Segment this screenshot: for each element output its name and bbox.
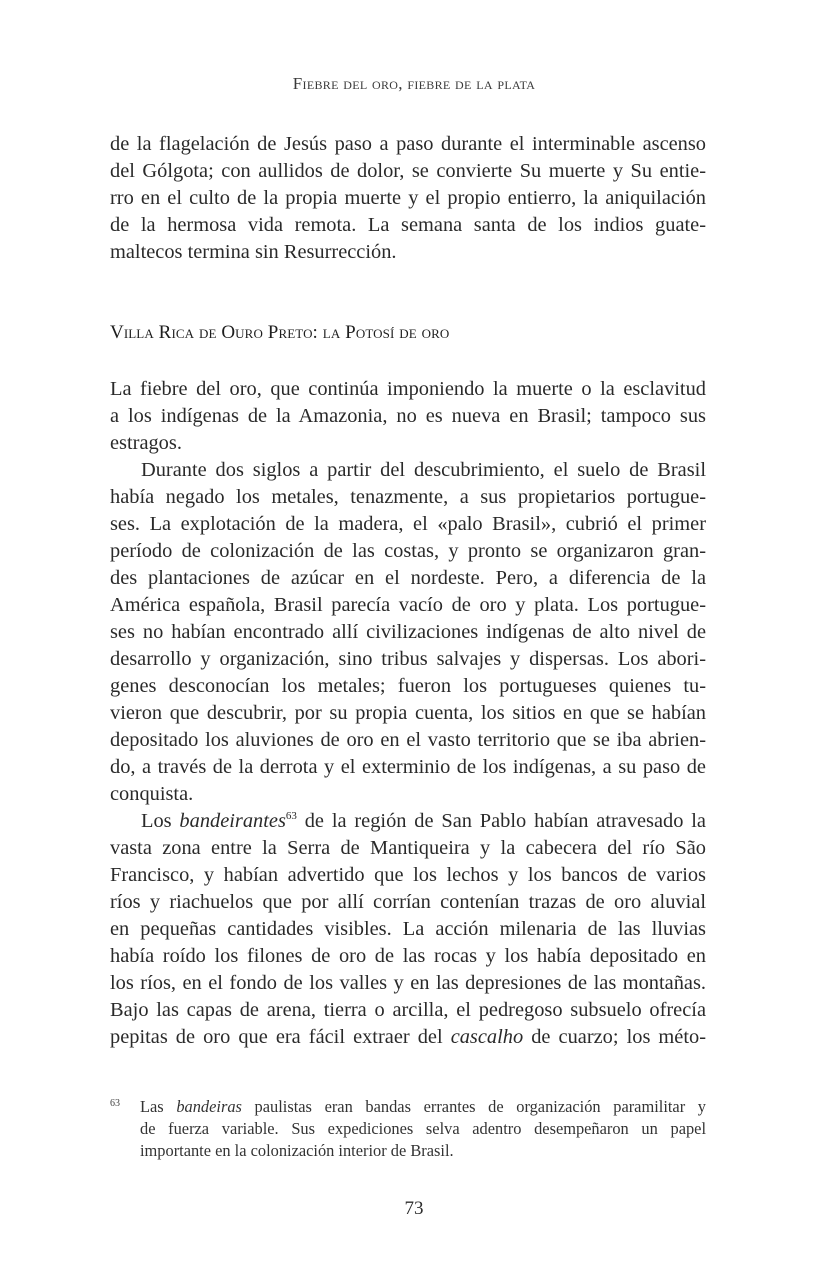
text-line: América española, Brasil parecía vacío de oro y plata. Los portugue- xyxy=(110,594,706,616)
text-line xyxy=(110,1024,706,1051)
text-line: ríos y riachuelos que por allí corrían contenían trazas de oro aluvial xyxy=(110,891,706,913)
text-line: depositado los aluviones de oro en el vasto territorio que se iba abrien- xyxy=(110,729,706,751)
text-line: estragos. xyxy=(110,432,182,454)
paragraph-3 xyxy=(110,808,706,1051)
text-line: período de colonización de las costas, y pronto se organizaron gran- xyxy=(110,540,706,562)
italic-term: cascalho xyxy=(450,1026,524,1048)
text-line: Francisco, y habían advertido que los lechos y los bancos de varios xyxy=(110,864,706,886)
text-run: de la región de San Pablo habían atravesado la xyxy=(296,810,706,832)
text-line: desarrollo y organización, sino tribus salvajes y dispersas. Los abori- xyxy=(110,648,706,670)
text-run: de cuarzo; los méto- xyxy=(523,1026,706,1048)
running-head: Fiebre del oro, fiebre de la plata xyxy=(292,74,536,93)
text-line: ses. La explotación de la madera, el «palo Brasil», cubrió el primer xyxy=(110,513,706,535)
text-line: Durante dos siglos a partir del descubrimiento, el suelo de Brasil xyxy=(141,459,706,481)
text-run: Las xyxy=(140,1097,177,1116)
page-number: 73 xyxy=(404,1198,424,1219)
text-line: a los indígenas de la Amazonia, no es nueva en Brasil; tampoco sus xyxy=(110,405,706,427)
text-line: conquista. xyxy=(110,783,194,805)
text-run: pepitas de oro que era fácil extraer del xyxy=(110,1026,451,1048)
paragraph-2 xyxy=(110,457,706,808)
paragraph-1 xyxy=(110,376,706,457)
text-line: los ríos, en el fondo de los valles y en las depresiones de las montañas. xyxy=(110,972,706,994)
footnote-line xyxy=(140,1096,706,1118)
section-heading: Villa Rica de Ouro Preto: la Potosí de oro xyxy=(110,322,450,343)
text-line: había negado los metales, tenazmente, a sus propietarios portugue- xyxy=(110,486,706,508)
text-line: vieron que descubrir, por su propia cuenta, los sitios en que se habían xyxy=(110,702,706,724)
text-line: des plantaciones de azúcar en el nordeste. Pero, a diferencia de la xyxy=(110,567,706,589)
italic-term: bandeirantes xyxy=(179,810,286,832)
text-line: Bajo las capas de arena, tierra o arcilla, el pedregoso subsuelo ofrecía xyxy=(110,999,706,1021)
text-line: de la flagelación de Jesús paso a paso durante el interminable ascenso xyxy=(110,133,706,155)
text-line xyxy=(110,808,706,835)
text-line: rro en el culto de la propia muerte y el propio entierro, la aniquilación xyxy=(110,187,706,209)
text-line: ses no habían encontrado allí civilizaciones indígenas de alto nivel de xyxy=(110,621,706,643)
text-line: en pequeñas cantidades visibles. La acción milenaria de las lluvias xyxy=(110,918,706,940)
text-line: maltecos termina sin Resurrección. xyxy=(110,241,397,263)
italic-term: bandeiras xyxy=(176,1097,242,1116)
text-line: do, a través de la derrota y el exterminio de los indígenas, a su paso de xyxy=(110,756,706,778)
text-line: vasta zona entre la Serra de Mantiqueira y la cabecera del río São xyxy=(110,837,706,859)
text-line: La fiebre del oro, que continúa imponiendo la muerte o la esclavitud xyxy=(110,378,706,400)
footnote-line: de fuerza variable. Sus expediciones selva adentro desempeñaron un papel xyxy=(140,1119,706,1138)
text-run: Los xyxy=(141,810,180,832)
continuation-paragraph xyxy=(110,131,706,266)
text-line: del Gólgota; con aullidos de dolor, se convierte Su muerte y Su entie- xyxy=(110,160,706,182)
footnote-reference[interactable]: 63 xyxy=(285,810,297,822)
text-line: de la hermosa vida remota. La semana santa de los indios guate- xyxy=(110,214,706,236)
footnote-number: 63 xyxy=(110,1098,120,1109)
text-run: paulistas eran bandas errantes de organización paramilitar y xyxy=(241,1097,707,1116)
footnote-line: importante en la colonización interior de Brasil. xyxy=(140,1141,454,1160)
text-line: genes desconocían los metales; fueron los portugueses quienes tu- xyxy=(110,675,706,697)
text-line: había roído los filones de oro de las rocas y los había depositado en xyxy=(110,945,706,967)
